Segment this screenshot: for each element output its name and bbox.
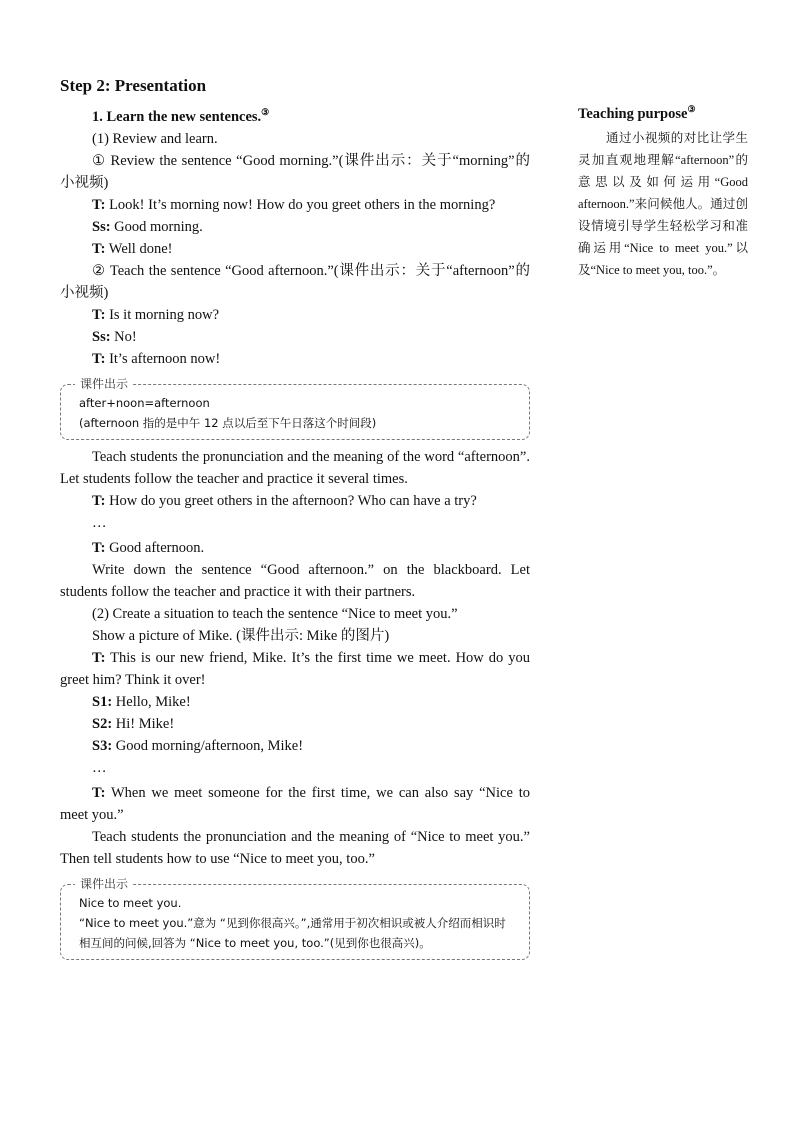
dialogue-line: S2: Hi! Mike! [92, 715, 175, 732]
part-create-situation: (2) Create a situation to teach the sentence “Nice to meet you.” [92, 605, 458, 622]
lesson-main-column [60, 75, 530, 966]
sidebar-text: 通过小视频的对比让学生灵加直观地理解“afternoon”的意思以及如何运用“Good afternoon.”来问候他人。通过创设情境引导学生轻松学习和准确运用“Nice to meet you.”以及“Nice to meet you, too.”。 [578, 130, 748, 277]
courseware-box-nice-to-meet [60, 876, 530, 960]
footnote-marker: ③ [687, 104, 696, 114]
dialogue-line: T: Look! It’s morning now! How do you greet others in the morning? [92, 196, 496, 213]
paragraph-teach-nice-to-meet: Teach students the pronunciation and the meaning of “Nice to meet you.” Then tell students how to use “Nice to meet you, too.” [60, 828, 530, 867]
dialogue-line: Ss: Good morning. [92, 218, 203, 235]
ellipsis: … [92, 514, 107, 531]
paragraph-write-blackboard: Write down the sentence “Good afternoon.” on the blackboard. Let students follow the teacher and practice it with their partners. [60, 561, 530, 600]
item-review-sentence: ① Review the sentence “Good morning.”(课件出示：关于“morning”的小视频) [60, 152, 530, 191]
box-line: Nice to meet you. [79, 895, 182, 910]
courseware-box-afternoon [60, 376, 530, 440]
ellipsis: … [92, 759, 107, 776]
box-line: (afternoon 指的是中午 12 点以后至下午日落这个时间段) [79, 415, 377, 430]
dialogue-line: T: This is our new friend, Mike. It’s the first time we meet. How do you greet him? Think it over! [60, 649, 530, 688]
box-line: “Nice to meet you.”意为 “见到你很高兴。”,通常用于初次相识或被人介绍而相识时相互间的问候,回答为 “Nice to meet you, too.”(见到你也很高兴)。 [79, 915, 506, 950]
dialogue-line: T: Well done! [92, 240, 173, 257]
sidebar-title: Teaching purpose③ [578, 104, 696, 122]
dialogue-line: S3: Good morning/afternoon, Mike! [92, 737, 304, 754]
dialogue-line: T: Is it morning now? [92, 306, 220, 323]
footnote-marker: ③ [261, 107, 270, 117]
dialogue-line: Ss: No! [92, 328, 137, 345]
courseware-label: 课件出示 [75, 374, 133, 394]
dialogue-line: T: Good afternoon. [92, 539, 205, 556]
section-title: 1. Learn the new sentences.③ [92, 107, 270, 125]
courseware-label: 课件出示 [75, 874, 133, 894]
dialogue-line: T: How do you greet others in the afternoon? Who can have a try? [92, 492, 477, 509]
show-picture-line: Show a picture of Mike. (课件出示: Mike 的图片) [92, 627, 390, 644]
step-title: Step 2: Presentation [60, 76, 207, 95]
dialogue-line: T: It’s afternoon now! [92, 350, 221, 367]
item-teach-afternoon: ② Teach the sentence “Good afternoon.”(课件出示：关于“afternoon”的小视频) [60, 262, 530, 301]
box-line: after+noon=afternoon [79, 395, 210, 410]
dialogue-line: T: When we meet someone for the first time, we can also say “Nice to meet you.” [60, 784, 530, 823]
part-review: (1) Review and learn. [92, 130, 218, 147]
paragraph-teach-afternoon: Teach students the pronunciation and the meaning of the word “afternoon”. Let students follow the teacher and practice it several times. [60, 448, 530, 487]
teaching-purpose-sidebar [578, 98, 748, 281]
dialogue-line: S1: Hello, Mike! [92, 693, 191, 710]
